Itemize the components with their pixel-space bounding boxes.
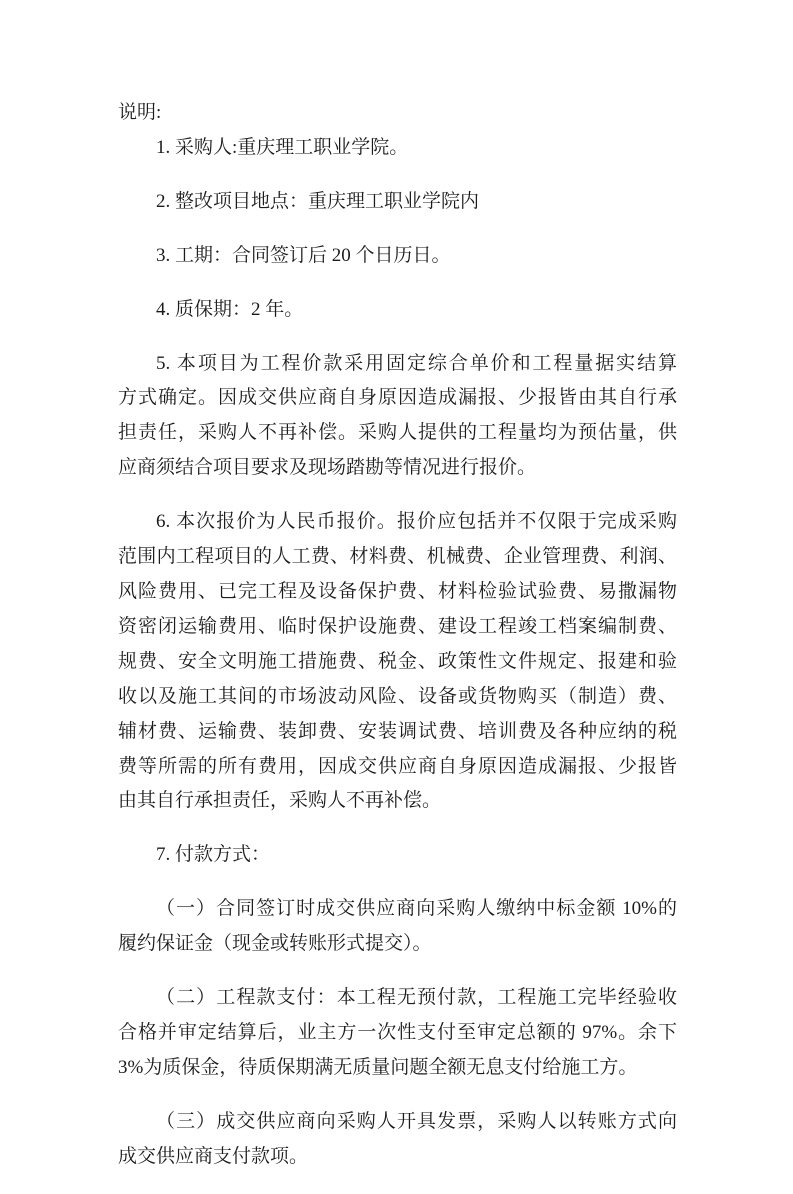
text-line: 费等所需的所有费用，因成交供应商自身原因造成漏报、少报皆 <box>118 755 677 777</box>
text-line: 3%为质保金，待质保期满无质量问题全额无息支付给施工方。 <box>118 1056 638 1078</box>
text-line: 2. 整改项目地点：重庆理工职业学院内 <box>156 190 480 212</box>
text-line: 方式确定。因成交供应商自身原因造成漏报、少报皆由其自行承 <box>118 387 677 409</box>
text-line: 6. 本次报价为人民币报价。报价应包括并不仅限于完成采购 <box>156 511 677 533</box>
text-line: 成交供应商支付款项。 <box>118 1145 309 1167</box>
text-line: 3. 工期：合同签订后 20 个日历日。 <box>156 244 451 266</box>
text-line: 应商须结合项目要求及现场踏勘等情况进行报价。 <box>118 457 537 479</box>
text-line: （二）工程款支付：本工程无预付款，工程施工完毕经验收 <box>156 987 677 1009</box>
text-line: 5. 本项目为工程价款采用固定综合单价和工程量据实结算 <box>156 352 677 374</box>
text-line: （三）成交供应商向采购人开具发票，采购人以转账方式向 <box>156 1110 677 1132</box>
text-line: 规费、安全文明施工措施费、税金、政策性文件规定、报建和验 <box>118 650 677 672</box>
text-line: 合格并审定结算后，业主方一次性支付至审定总额的 97%。余下 <box>118 1021 677 1043</box>
text-line: 7. 付款方式： <box>156 844 271 866</box>
text-line: 收以及施工其间的市场波动风险、设备或货物购买（制造）费、 <box>118 685 677 707</box>
text-line: 履约保证金（现金或转账形式提交）。 <box>118 933 432 955</box>
doc-heading: 说明: <box>118 102 162 123</box>
text-line: 范围内工程项目的人工费、材料费、机械费、企业管理费、利润、 <box>118 546 677 568</box>
text-line: 1. 采购人:重庆理工职业学院。 <box>156 136 409 158</box>
text-line: 4. 质保期：2 年。 <box>156 298 304 320</box>
text-line: 担责任，采购人不再补偿。采购人提供的工程量均为预估量，供 <box>118 422 677 444</box>
text-line: 风险费用、已完工程及设备保护费、材料检验试验费、易撒漏物 <box>118 580 677 602</box>
document-content <box>118 96 677 1194</box>
text-line: 辅材费、运输费、装卸费、安装调试费、培训费及各种应纳的税 <box>118 720 677 742</box>
text-line: 资密闭运输费用、临时保护设施费、建设工程竣工档案编制费、 <box>118 615 677 637</box>
text-line: （一）合同签订时成交供应商向采购人缴纳中标金额 10%的 <box>156 898 677 920</box>
text-line: 由其自行承担责任，采购人不再补偿。 <box>118 790 442 812</box>
